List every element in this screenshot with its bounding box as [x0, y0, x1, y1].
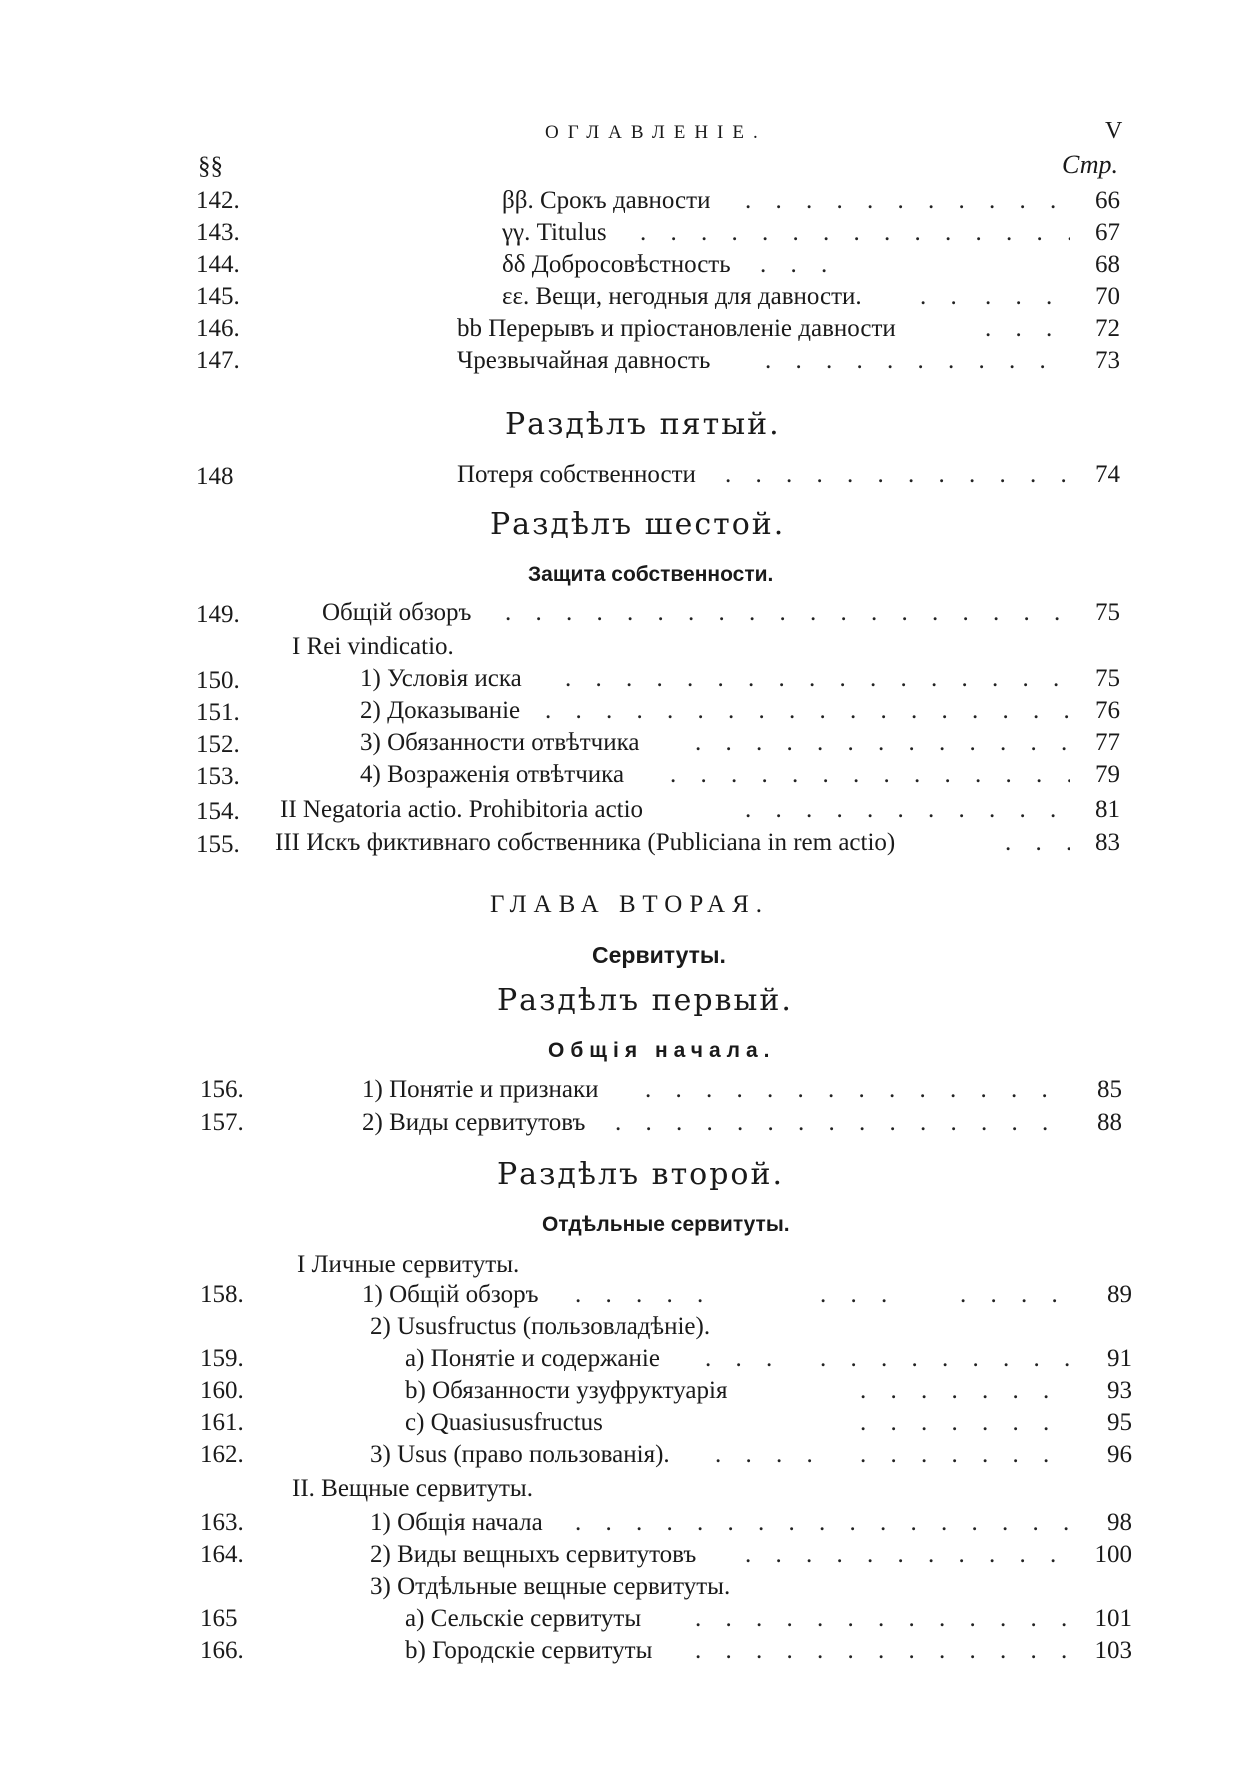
subgroup-heading: 2) Ususfructus (пользовладѣніе). — [370, 1313, 711, 1340]
entry-number: 145. — [196, 283, 240, 310]
entry-page: 89 — [1107, 1281, 1132, 1308]
section-subheading: Общія начала. — [548, 1039, 776, 1062]
entry-number: 142. — [196, 187, 240, 214]
entry-page: 83 — [1095, 829, 1120, 856]
section-subheading: Отдѣльные сервитуты. — [542, 1213, 790, 1236]
entry-title: c) Quasiususfructus — [405, 1409, 603, 1436]
entry-page: 76 — [1095, 697, 1120, 724]
entry-number: 156. — [200, 1076, 244, 1103]
dot-leader — [920, 282, 960, 312]
dot-leader — [575, 1508, 1070, 1538]
entry-page: 101 — [1094, 1605, 1132, 1632]
entry-page: 79 — [1095, 761, 1120, 788]
dot-leader — [985, 282, 1070, 312]
entry-title: 1) Понятіе и признаки — [362, 1076, 599, 1103]
entry-title: γγ. Titulus — [502, 219, 607, 246]
dot-leader — [640, 218, 1070, 248]
entry-number: 147. — [196, 347, 240, 374]
entry-page: 66 — [1095, 187, 1120, 214]
subgroup-heading: 3) Отдѣльные вещные сервитуты. — [370, 1573, 731, 1600]
dot-leader — [695, 728, 1070, 758]
dot-leader — [695, 1636, 1070, 1666]
entry-number: 150. — [196, 667, 240, 694]
dot-leader — [745, 1540, 1070, 1570]
dot-leader — [695, 1604, 1070, 1634]
dot-leader — [545, 696, 1070, 726]
entry-page: 77 — [1095, 729, 1120, 756]
entry-title: εε. Вещи, негодныя для давности. — [502, 283, 862, 310]
dot-leader — [705, 1344, 775, 1374]
column-header-sections: §§ — [198, 153, 223, 180]
entry-page: 88 — [1097, 1109, 1122, 1136]
entry-title: 4) Возраженія отвѣтчика — [360, 761, 625, 788]
chapter-subheading: Сервитуты. — [592, 942, 726, 968]
entry-number: 152. — [196, 731, 240, 758]
entry-title: ββ. Срокъ давности — [502, 187, 711, 214]
entry-number: 165 — [200, 1605, 238, 1632]
entry-title: 2) Доказываніе — [360, 697, 521, 724]
dot-leader — [985, 314, 1070, 344]
dot-leader — [860, 1376, 1070, 1406]
group-heading: II. Вещные сервитуты. — [292, 1475, 533, 1502]
dot-leader — [670, 760, 1070, 790]
entry-title: III Искъ фиктивнаго собственника (Publiciana in rem actio) — [275, 829, 896, 856]
section-heading: Раздѣлъ второй. — [497, 1157, 785, 1192]
entry-title: Чрезвычайная давность — [457, 347, 711, 374]
dot-leader — [645, 1075, 1070, 1105]
entry-number: 146. — [196, 315, 240, 342]
entry-number: 166. — [200, 1637, 244, 1664]
entry-page: 91 — [1107, 1345, 1132, 1372]
entry-page: 67 — [1095, 219, 1120, 246]
entry-page: 74 — [1095, 461, 1120, 488]
entry-page: 70 — [1095, 283, 1120, 310]
entry-title: b) Обязанности узуфруктуарія — [405, 1377, 728, 1404]
column-header-page: Стр. — [1062, 150, 1118, 179]
entry-number: 159. — [200, 1345, 244, 1372]
entry-page: 96 — [1107, 1441, 1132, 1468]
entry-page: 103 — [1094, 1637, 1132, 1664]
entry-number: 148 — [196, 463, 234, 490]
entry-title: 1) Условія иска — [360, 665, 522, 692]
entry-number: 157. — [200, 1109, 244, 1136]
running-head: ОГЛАВЛЕНІЕ. — [545, 122, 767, 143]
entry-title: a) Сельскіе сервитуты — [405, 1605, 642, 1632]
section-subheading: Защита собственности. — [528, 563, 774, 586]
entry-page: 85 — [1097, 1076, 1122, 1103]
dot-leader — [745, 795, 1070, 825]
entry-number: 154. — [196, 798, 240, 825]
entry-page: 81 — [1095, 796, 1120, 823]
dot-leader — [820, 1344, 1070, 1374]
entry-number: 160. — [200, 1377, 244, 1404]
dot-leader — [1005, 828, 1070, 858]
group-heading: I Личные сервитуты. — [297, 1251, 520, 1278]
page-number: V — [1105, 118, 1123, 144]
dot-leader — [860, 1440, 1070, 1470]
entry-page: 95 — [1107, 1409, 1132, 1436]
entry-title: b) Городскіе сервитуты — [405, 1637, 653, 1664]
chapter-heading: ГЛАВА ВТОРАЯ. — [490, 891, 770, 918]
entry-page: 68 — [1095, 251, 1120, 278]
dot-leader — [860, 1408, 1070, 1438]
entry-number: 163. — [200, 1509, 244, 1536]
entry-number: 149. — [196, 601, 240, 628]
entry-title: 3) Usus (право пользованія). — [370, 1441, 670, 1468]
entry-page: 93 — [1107, 1377, 1132, 1404]
entry-page: 100 — [1094, 1541, 1132, 1568]
entry-number: 162. — [200, 1441, 244, 1468]
entry-number: 153. — [196, 763, 240, 790]
dot-leader — [565, 664, 1070, 694]
entry-title: II Negatoria actio. Prohibitoria actio — [280, 796, 644, 823]
dot-leader — [765, 346, 1070, 376]
entry-number: 161. — [200, 1409, 244, 1436]
dot-leader — [725, 460, 1070, 490]
entry-title: Потеря собственности — [457, 461, 696, 488]
section-heading: Раздѣлъ первый. — [497, 983, 793, 1018]
entry-number: 144. — [196, 251, 240, 278]
dot-leader — [820, 1280, 890, 1310]
dot-leader — [575, 1280, 720, 1310]
entry-number: 151. — [196, 699, 240, 726]
dot-leader — [760, 250, 830, 280]
entry-title: Общій обзоръ — [322, 599, 472, 626]
section-heading: Раздѣлъ шестой. — [490, 507, 786, 542]
entry-title: bb Перерывъ и пріостановленіе давности — [457, 315, 896, 342]
dot-leader — [960, 1280, 1070, 1310]
entry-page: 98 — [1107, 1509, 1132, 1536]
entry-page: 73 — [1095, 347, 1120, 374]
entry-page: 72 — [1095, 315, 1120, 342]
dot-leader — [505, 598, 1070, 628]
entry-number: 143. — [196, 219, 240, 246]
entry-number: 158. — [200, 1281, 244, 1308]
entry-title: δδ Добросовѣстность — [502, 251, 731, 278]
entry-title: 2) Виды сервитутовъ — [362, 1109, 586, 1136]
dot-leader — [615, 1108, 1070, 1138]
dot-leader — [745, 186, 1070, 216]
entry-page: 75 — [1095, 665, 1120, 692]
entry-page: 75 — [1095, 599, 1120, 626]
entry-title: a) Понятіе и содержаніе — [405, 1345, 660, 1372]
entry-title: 1) Общій обзоръ — [362, 1281, 539, 1308]
dot-leader — [715, 1440, 815, 1470]
entry-number: 164. — [200, 1541, 244, 1568]
entry-title: 3) Обязанности отвѣтчика — [360, 729, 640, 756]
entry-title: 2) Виды вещныхъ сервитутовъ — [370, 1541, 697, 1568]
entry-title: 1) Общія начала — [370, 1509, 543, 1536]
entry-number: 155. — [196, 831, 240, 858]
group-heading: I Rei vindicatio. — [292, 633, 454, 660]
section-heading: Раздѣлъ пятый. — [505, 407, 781, 442]
